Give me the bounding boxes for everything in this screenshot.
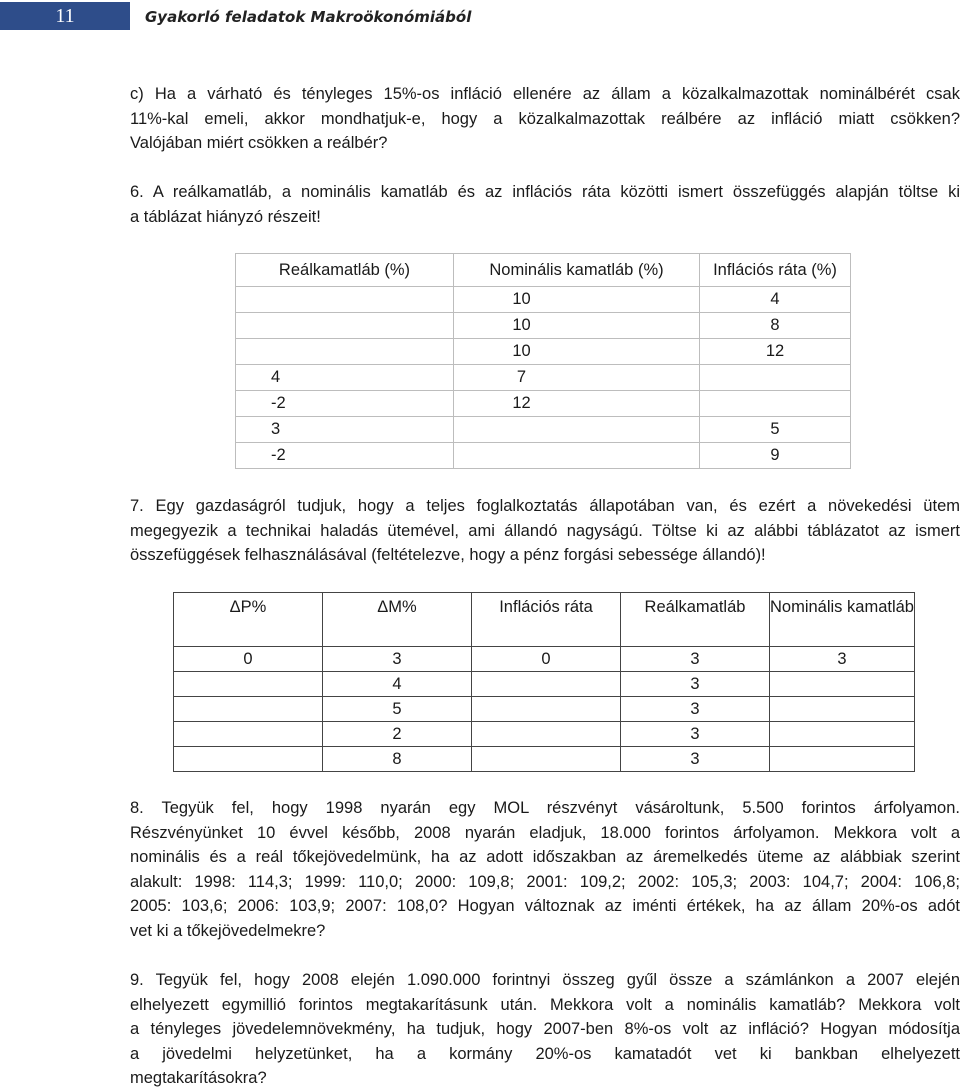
text-line: összefüggések felhasználásával (feltételezve, hogy a pénz forgási sebessége állandó)! xyxy=(130,546,766,564)
task-8 xyxy=(130,796,960,943)
interest-rate-table xyxy=(235,253,851,469)
page-number: 11 xyxy=(0,2,130,30)
text-line: alakult: 1998: 114,3; 1999: 110,0; 2000: 109,8; 2001: 109,2; 2002: 105,3; 2003: 104,7; 2004: 106,8; xyxy=(130,872,960,891)
table-row xyxy=(174,697,915,722)
text-line: 6. A reálkamatláb, a nominális kamatláb és az inflációs ráta közötti ismert összefüggés alapján töltse ki xyxy=(130,183,960,201)
text-line: elhelyezett egymillió forintos megtakarításunk után. Mekkora volt a nominális kamatláb? Mekkora volt xyxy=(130,995,960,1014)
table-cell: 3 xyxy=(323,647,472,672)
table-cell xyxy=(770,722,915,747)
text-line: 8. Tegyük fel, hogy 1998 nyarán egy MOL részvényt vásároltunk, 5.500 forintos árfolyamon. xyxy=(130,799,960,817)
text-line: a táblázat hiányzó részeit! xyxy=(130,207,321,226)
table-cell: 10 xyxy=(454,287,700,313)
table-cell xyxy=(700,391,851,417)
table-cell: 12 xyxy=(454,391,700,417)
text-line: vet ki a tőkejövedelmekre? xyxy=(130,921,326,940)
column-header: Inflációs ráta (%) xyxy=(700,254,851,287)
column-header: Nominális kamatláb (%) xyxy=(454,254,700,287)
page-header xyxy=(0,0,960,34)
table-cell: 10 xyxy=(454,313,700,339)
table-cell: 3 xyxy=(621,722,770,747)
table-cell xyxy=(700,365,851,391)
table-cell xyxy=(236,287,454,313)
column-header: Reálkamatláb (%) xyxy=(236,254,454,287)
table-cell xyxy=(174,722,323,747)
table-row xyxy=(236,287,851,313)
column-header: Nominális kamatláb xyxy=(770,593,915,647)
table-header-row xyxy=(174,593,915,647)
table-row xyxy=(236,417,851,443)
text-line: nominális és a reál tőkejövedelmünk, ha az adott időszakban az áremelkedés üteme az alábbiak szerint xyxy=(130,848,960,866)
table-header-row xyxy=(236,254,851,287)
text-line: 9. Tegyük fel, hogy 2008 elején 1.090.000 forintnyi összeg gyűl össze a számlánkon a 2007 elején xyxy=(130,971,960,989)
table-cell xyxy=(770,747,915,772)
text-line: a tényleges jövedelemnövekmény, ha tudjuk, hogy 2007-ben 8%-os volt az infláció? Hogyan módosítja xyxy=(130,1020,960,1038)
table-cell xyxy=(472,722,621,747)
table-cell: 9 xyxy=(700,443,851,469)
table-cell xyxy=(236,339,454,365)
task-7 xyxy=(130,494,960,568)
table-row xyxy=(236,339,851,365)
task-6 xyxy=(130,180,960,229)
table-cell xyxy=(770,697,915,722)
table-cell: 3 xyxy=(621,747,770,772)
table-cell: 8 xyxy=(700,313,851,339)
table-cell: 4 xyxy=(323,672,472,697)
column-header: Inflációs ráta xyxy=(472,593,621,647)
table-cell: 5 xyxy=(323,697,472,722)
table-cell: 7 xyxy=(454,365,700,391)
table-cell: 3 xyxy=(621,647,770,672)
table-cell: 12 xyxy=(700,339,851,365)
table-row xyxy=(174,722,915,747)
table-cell xyxy=(174,747,323,772)
table-row xyxy=(236,313,851,339)
column-header: Reálkamatláb xyxy=(621,593,770,647)
task-9 xyxy=(130,968,960,1091)
text-line: Valójában miért csökken a reálbér? xyxy=(130,134,388,152)
table-cell xyxy=(472,747,621,772)
text-line: a jövedelmi helyzetünket, ha a kormány 20%-os kamatadót vet ki bankban elhelyezett xyxy=(130,1044,960,1063)
table-cell xyxy=(174,672,323,697)
column-header: ΔP% xyxy=(174,593,323,647)
table-cell xyxy=(454,417,700,443)
text-line: c) Ha a várható és tényleges 15%-os infláció ellenére az állam a közalkalmazottak nominálbérét csak xyxy=(130,85,960,103)
table-cell: 0 xyxy=(174,647,323,672)
table-row xyxy=(174,672,915,697)
column-header: ΔM% xyxy=(323,593,472,647)
table-cell: 3 xyxy=(236,417,454,443)
text-line: 2005: 103,6; 2006: 103,9; 2007: 108,0? Hogyan változnak az iménti értékek, ha az állam 20%-os adót xyxy=(130,897,960,915)
table-cell xyxy=(770,672,915,697)
text-line: megegyezik a technikai haladás ütemével, ami állandó nagyságú. Töltse ki az alábbi táblázatot az ismert xyxy=(130,521,960,540)
table-row xyxy=(236,365,851,391)
table-cell xyxy=(472,697,621,722)
table-cell: 4 xyxy=(236,365,454,391)
paragraph-c xyxy=(130,82,960,156)
money-growth-table xyxy=(173,592,915,772)
table-row xyxy=(236,391,851,417)
table-row xyxy=(174,747,915,772)
table-cell xyxy=(472,672,621,697)
table-cell: 3 xyxy=(770,647,915,672)
table-cell: -2 xyxy=(236,391,454,417)
table-cell: 3 xyxy=(621,697,770,722)
text-line: Részvényünket 10 évvel később, 2008 nyarán eladjuk, 18.000 forintos árfolyamon. Mekkora volt a xyxy=(130,823,960,842)
table-cell: 2 xyxy=(323,722,472,747)
table-cell xyxy=(236,313,454,339)
table-cell xyxy=(174,697,323,722)
table-cell: 4 xyxy=(700,287,851,313)
table-cell: 3 xyxy=(621,672,770,697)
text-line: 11%-kal emeli, akkor mondhatjuk-e, hogy a közalkalmazottak reálbére az infláció miatt csökken? xyxy=(130,109,960,128)
table-cell xyxy=(454,443,700,469)
table-cell: 10 xyxy=(454,339,700,365)
text-line: megtakarításokra? xyxy=(130,1069,267,1087)
text-line: 7. Egy gazdaságról tudjuk, hogy a teljes foglalkoztatás állapotában van, és ezért a növekedési ütem xyxy=(130,497,960,515)
table-row xyxy=(236,443,851,469)
table-cell: -2 xyxy=(236,443,454,469)
table-cell: 5 xyxy=(700,417,851,443)
table-cell: 8 xyxy=(323,747,472,772)
table-row xyxy=(174,647,915,672)
header-title: Gyakorló feladatok Makroökonómiából xyxy=(145,8,472,26)
table-cell: 0 xyxy=(472,647,621,672)
